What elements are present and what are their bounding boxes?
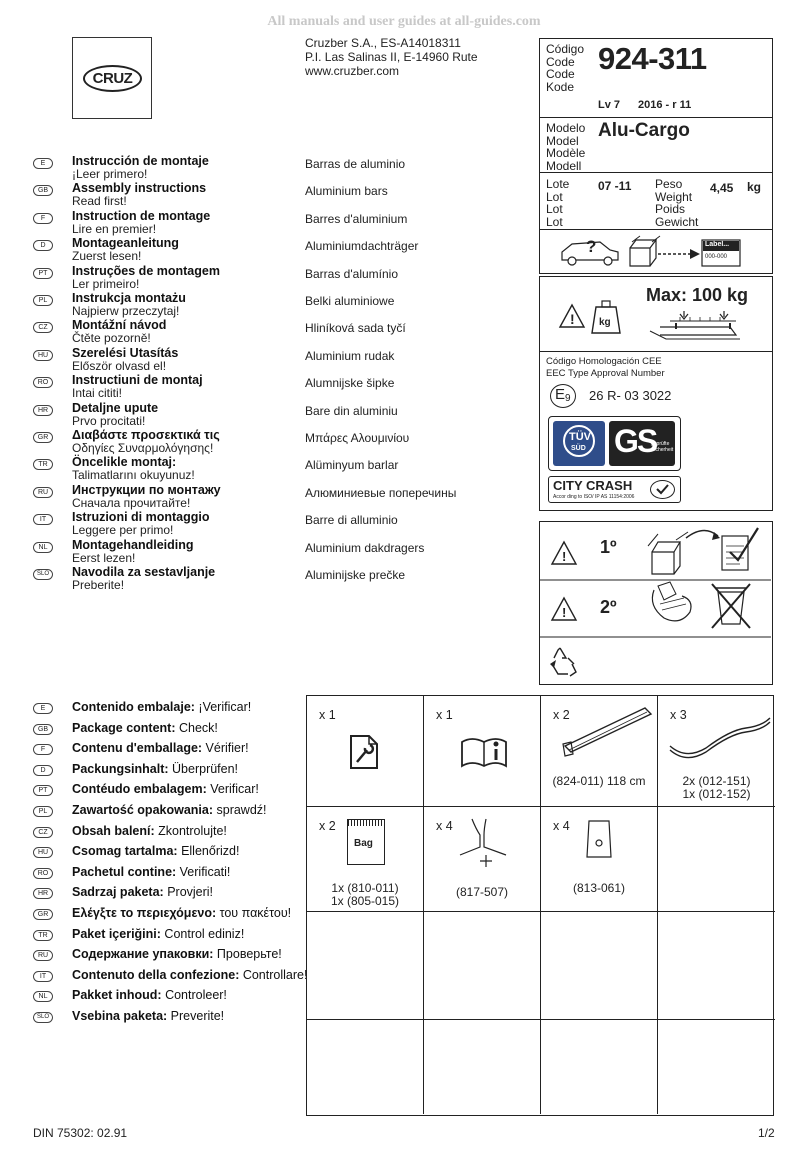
- screw-part-icon: [456, 815, 510, 871]
- package-content-row: [33, 906, 303, 924]
- package-content-row: [33, 741, 303, 759]
- grid-cell: [658, 912, 775, 1020]
- grid-cell: [307, 912, 424, 1020]
- weight-unit: kg: [747, 180, 762, 194]
- language-row: [33, 182, 463, 209]
- instruction-title: Instruções de montagem: [72, 263, 220, 278]
- instruction-subtitle: Čtěte pozorně!: [72, 331, 151, 346]
- language-code-badge: GB: [33, 185, 53, 196]
- instruction-subtitle: Οδηγίες Συναρμολόγησης!: [72, 441, 214, 455]
- grid-cell: [658, 807, 775, 912]
- package-content-action: Control ediniz!: [160, 926, 245, 941]
- product-name: Bare din aluminiu: [305, 403, 398, 418]
- part-caption: (824-011) 118 cm: [552, 774, 646, 788]
- quantity: x 4: [553, 819, 570, 833]
- language-row: [33, 484, 463, 511]
- instruction-subtitle: Zuerst lesen!: [72, 249, 142, 264]
- package-content-label: Package content:: [72, 720, 176, 735]
- instruction-subtitle: Először olvasd el!: [72, 358, 167, 373]
- package-content-text: [72, 906, 291, 920]
- approval-label: [546, 356, 665, 380]
- company-name: Cruzber S.A., ES-A14018311: [305, 36, 461, 50]
- package-content-label: Contenu d'emballage:: [72, 741, 203, 756]
- language-code-badge: E: [33, 703, 53, 714]
- instruction-title: Montážní návod: [72, 318, 167, 333]
- code-label: Código: [546, 42, 585, 56]
- bracket-part-icon: [581, 817, 617, 863]
- check-circle-icon: [650, 480, 675, 499]
- lot-label: Lot: [546, 214, 563, 229]
- model-label: Modelo: [546, 121, 586, 135]
- product-name: Alüminyum barlar: [305, 458, 399, 473]
- package-content-text: [72, 721, 218, 735]
- product-name: Barres d'aluminium: [305, 211, 408, 226]
- instruction-title: Szerelési Utasítás: [72, 345, 179, 360]
- language-row: [33, 292, 463, 319]
- car-label-diagram: [540, 230, 771, 272]
- language-code-badge: IT: [33, 971, 53, 982]
- recycle-icon: [550, 648, 576, 676]
- package-content-row: [33, 721, 303, 739]
- instruction-subtitle: Najpierw przeczytaj!: [72, 304, 180, 318]
- max-load-text: Max: 100 kg: [646, 285, 749, 305]
- quantity: x 4: [436, 819, 453, 833]
- bag-icon: [347, 819, 385, 865]
- instructions-wrench-icon: [347, 732, 381, 772]
- warning-steps-diagram: [540, 522, 771, 683]
- tuv-logo: [553, 421, 605, 466]
- package-content-row: [33, 1009, 303, 1027]
- quantity: x 2: [319, 819, 336, 833]
- weight-label: Gewicht: [655, 214, 699, 229]
- instruction-title: Assembly instructions: [72, 181, 207, 196]
- grid-cell: [541, 912, 658, 1020]
- product-name: Hliníková sada tyčí: [305, 321, 406, 336]
- lot-labels: [546, 178, 569, 228]
- cruz-logo: CRUZ: [83, 65, 142, 92]
- instruction-title: Istruzioni di montaggio: [72, 510, 210, 525]
- language-code-badge: HR: [33, 888, 53, 899]
- code-value: 924-311: [598, 41, 707, 76]
- grid-cell: [307, 807, 424, 912]
- package-content-label: Sadrzaj paketa:: [72, 885, 164, 900]
- gs-small-text: geprüfte Sicherheit: [651, 441, 674, 453]
- language-code-badge: TR: [33, 459, 53, 470]
- code-labels: [546, 43, 584, 93]
- e-mark-icon: [550, 384, 576, 408]
- e-mark-letter: E: [555, 386, 566, 403]
- package-content-row: [33, 782, 303, 800]
- lot-label: Lot: [546, 189, 563, 204]
- product-name: Aluminijske prečke: [305, 568, 406, 582]
- language-code-badge: CZ: [33, 827, 53, 838]
- model-box: [539, 117, 773, 173]
- instruction-subtitle: Сначала прочитайте!: [72, 495, 191, 510]
- grid-cell: [424, 696, 541, 807]
- language-code-badge: IT: [33, 514, 53, 525]
- language-row: [33, 456, 463, 483]
- package-content-row: [33, 700, 303, 718]
- package-content-action: Provjeri!: [163, 885, 214, 900]
- package-content-row: [33, 803, 303, 821]
- language-code-badge: CZ: [33, 322, 53, 333]
- grid-cell: [658, 1020, 775, 1114]
- language-row: [33, 539, 463, 566]
- step-2-label: 2º: [600, 597, 617, 617]
- language-code-badge: SLO: [33, 569, 53, 580]
- package-content-action: Controleer!: [161, 988, 227, 1003]
- product-name: Alumnijske šipke: [305, 376, 395, 391]
- part-caption: 1x (805-015): [330, 894, 400, 908]
- arrow-icon: [690, 249, 700, 259]
- package-content-text: [72, 844, 239, 858]
- package-content-action: Verificati!: [176, 864, 231, 879]
- language-row: [33, 319, 463, 346]
- quantity: x 2: [553, 708, 570, 722]
- language-code-badge: D: [33, 240, 53, 251]
- instruction-title: Instrucción de montaje: [72, 154, 209, 168]
- gs-text: GS: [614, 423, 657, 459]
- language-row: [33, 511, 463, 538]
- lot-label: Lot: [546, 202, 563, 216]
- grid-cell: [424, 1020, 541, 1114]
- grid-cell: [541, 1020, 658, 1114]
- language-code-badge: D: [33, 765, 53, 776]
- language-code-badge: PT: [33, 785, 53, 796]
- package-content-action: Проверьте!: [213, 947, 282, 962]
- language-row: [33, 402, 463, 429]
- package-content-action: sprawdź!: [213, 803, 267, 817]
- open-box-icon: [652, 542, 680, 574]
- language-code-badge: HR: [33, 405, 53, 416]
- grid-cell: [658, 696, 775, 807]
- company-address: P.I. Las Salinas II, E-14960 Rute: [305, 50, 478, 64]
- instruction-subtitle: ¡Leer primero!: [72, 167, 148, 181]
- label-icon-box: [539, 229, 773, 274]
- package-content-row: [33, 947, 303, 965]
- instruction-subtitle: Read first!: [72, 194, 127, 209]
- page-number: 1/2: [758, 1126, 775, 1140]
- package-content-label: Содержание упаковки:: [72, 947, 214, 962]
- logo-box: [72, 37, 152, 119]
- max-load-box: [539, 276, 773, 352]
- language-code-badge: F: [33, 744, 53, 755]
- product-name: Aluminiumdachträger: [305, 239, 419, 254]
- part-caption: (813-061): [572, 881, 626, 895]
- package-content-row: [33, 885, 303, 903]
- language-row: [33, 237, 463, 264]
- language-code-badge: PT: [33, 268, 53, 279]
- tuv-text: TÜV: [569, 431, 591, 443]
- revision-date: 2016 - r 11: [638, 99, 692, 111]
- company-web: www.cruzber.com: [305, 64, 400, 78]
- approval-box: [539, 351, 773, 511]
- language-code-badge: F: [33, 213, 53, 224]
- language-row: [33, 374, 463, 401]
- code-label: Kode: [546, 79, 575, 94]
- package-content-label: Packungsinhalt:: [72, 761, 169, 776]
- instruction-subtitle: Prvo procitati!: [72, 413, 146, 428]
- tuv-gs-badge: [548, 416, 681, 471]
- language-row: [33, 265, 463, 292]
- language-row: [33, 347, 463, 374]
- language-row: [33, 429, 463, 456]
- package-content-text: [72, 947, 282, 961]
- package-content-text: [72, 988, 227, 1002]
- svg-text:!: !: [562, 549, 567, 564]
- weight-labels: [655, 178, 698, 228]
- label-number: 000-000: [705, 254, 728, 260]
- instruction-title: Instructiuni de montaj: [72, 373, 203, 388]
- language-code-badge: HU: [33, 350, 53, 361]
- language-row: [33, 210, 463, 237]
- package-content-label: Contenuto della confezione:: [72, 967, 240, 982]
- model-value: Alu-Cargo: [598, 120, 690, 141]
- package-content-text: [72, 968, 307, 982]
- language-code-badge: NL: [33, 991, 53, 1002]
- model-label: Modell: [546, 158, 582, 173]
- package-content-row: [33, 927, 303, 945]
- instruction-title: Navodila za sestavljanje: [72, 565, 216, 579]
- package-content-action: Preverite!: [167, 1009, 225, 1023]
- svg-text:!: !: [570, 311, 575, 327]
- package-content-label: Contéudo embalagem:: [72, 782, 207, 797]
- package-content-label: Pachetul contine:: [72, 864, 177, 879]
- language-row: [33, 155, 463, 182]
- package-content-row: [33, 967, 308, 986]
- lot-value: 07 -11: [598, 179, 632, 193]
- grid-cell: [541, 696, 658, 807]
- part-caption: 1x (012-152): [682, 787, 751, 801]
- language-code-badge: GB: [33, 724, 53, 735]
- label-text: Label...: [705, 241, 730, 248]
- lot-label: Lote: [546, 177, 570, 191]
- package-content-action: Zkontrolujte!: [154, 823, 227, 838]
- product-name: Barras d'alumínio: [305, 266, 398, 281]
- level: Lv 7: [598, 99, 621, 111]
- grid-cell: [424, 912, 541, 1020]
- package-content-label: Zawartość opakowania:: [72, 803, 214, 817]
- e-mark-number: 9: [565, 393, 571, 404]
- package-content-row: [33, 762, 303, 780]
- box-icon: [630, 240, 656, 266]
- package-content-label: Vsebina paketa:: [72, 1009, 168, 1023]
- weight-value: 4,45: [710, 181, 734, 195]
- step-1-label: 1º: [600, 537, 617, 557]
- question-mark-icon: ?: [586, 237, 597, 256]
- quantity: x 1: [436, 708, 453, 722]
- package-content-text: [72, 700, 251, 714]
- package-content-text: [72, 1009, 224, 1023]
- product-name: Aluminium rudak: [305, 348, 395, 363]
- package-content-text: [72, 741, 249, 755]
- warning-steps-box: [539, 521, 773, 685]
- product-name: Алюминиевые поперечины: [305, 485, 457, 500]
- package-content-text: [72, 885, 213, 899]
- language-code-badge: PL: [33, 806, 53, 817]
- language-code-badge: TR: [33, 930, 53, 941]
- package-content-action: Vérifier!: [202, 741, 249, 756]
- package-content-action: Ellenőrizd!: [177, 844, 240, 859]
- instruction-subtitle: Talimatlarını okuyunuz!: [72, 468, 195, 483]
- package-content-label: Contenido embalaje:: [72, 700, 195, 714]
- package-content-text: [72, 782, 259, 796]
- approval-line: EEC Type Approval Number: [546, 368, 665, 379]
- model-label: Model: [546, 133, 579, 148]
- package-content-row: [33, 844, 303, 862]
- language-code-badge: GR: [33, 432, 53, 443]
- language-row: [33, 566, 463, 593]
- grid-cell: [424, 807, 541, 912]
- part-caption: (817-507): [455, 885, 509, 899]
- lot-box: [539, 172, 773, 230]
- rubber-strip-icon: [666, 710, 772, 762]
- language-code-badge: HU: [33, 847, 53, 858]
- down-arrow-icon: [680, 311, 688, 319]
- package-content-action: Check!: [175, 720, 218, 735]
- product-name: Barre di alluminio: [305, 513, 398, 528]
- weight-label: Weight: [655, 189, 693, 204]
- language-code-badge: PL: [33, 295, 53, 306]
- language-code-badge: RU: [33, 487, 53, 498]
- code-label: Code: [546, 67, 575, 81]
- package-content-action: Controllare!: [239, 967, 308, 982]
- sud-text: SÜD: [571, 445, 586, 452]
- instruction-subtitle: Intai cititi!: [72, 386, 123, 401]
- instruction-title: Διαβάστε προσεκτικά τις: [72, 428, 220, 442]
- instruction-subtitle: Lire en premier!: [72, 221, 157, 236]
- instruction-title: Montageanleitung: [72, 236, 179, 251]
- product-name: Aluminium dakdragers: [305, 540, 425, 555]
- quantity: x 3: [670, 708, 687, 722]
- language-code-badge: SLO: [33, 1012, 53, 1023]
- instruction-subtitle: Eerst lezen!: [72, 550, 136, 565]
- approval-number: 26 R- 03 3022: [589, 388, 672, 403]
- roof-rack-icon: [660, 327, 736, 335]
- instruction-title: Montagehandleiding: [72, 537, 194, 552]
- product-name: Μπάρες Αλουμινίου: [305, 431, 410, 445]
- package-content-action: ¡Verificar!: [194, 700, 252, 714]
- language-code-badge: RU: [33, 950, 53, 961]
- language-code-badge: E: [33, 158, 53, 169]
- instruction-title: Instruction de montage: [72, 208, 211, 223]
- package-content-text: [72, 865, 230, 879]
- weight-label: Peso: [655, 177, 683, 191]
- quantity: x 1: [319, 708, 336, 722]
- language-code-badge: RO: [33, 868, 53, 879]
- part-caption: 1x (810-011): [331, 881, 399, 895]
- package-content-action: Verificar!: [206, 782, 259, 797]
- package-content-text: [72, 824, 227, 838]
- product-name: Belki aluminiowe: [305, 294, 395, 308]
- watermark: All manuals and user guides at all-guides.com: [267, 14, 541, 29]
- language-code-badge: NL: [33, 542, 53, 553]
- city-crash-subtext: Accor ding to ISO/ IP AS 11154:2006: [553, 494, 635, 500]
- gs-logo: [609, 421, 675, 466]
- code-box: [539, 38, 773, 118]
- packaging-icon: [652, 590, 691, 621]
- checklist-icon: [722, 536, 748, 570]
- package-content-row: [33, 988, 303, 1006]
- package-content-label: Csomag tartalma:: [72, 844, 178, 859]
- instruction-subtitle: Leggere per primo!: [72, 523, 174, 538]
- package-content-label: Paket içeriğini:: [72, 926, 161, 941]
- package-content-text: [72, 762, 238, 776]
- aluminium-bar-icon: [559, 704, 655, 760]
- package-content-row: [33, 865, 303, 883]
- din-standard: DIN 75302: 02.91: [33, 1126, 128, 1140]
- part-caption: 2x (012-151): [682, 774, 751, 788]
- bag-text: Bag: [354, 838, 373, 849]
- instruction-title: Detaljne upute: [72, 400, 159, 415]
- city-crash-badge: [548, 476, 681, 503]
- package-content-action: Überprüfen!: [168, 761, 239, 776]
- language-code-badge: RO: [33, 377, 53, 388]
- company-info: [305, 36, 478, 78]
- instruction-title: Öncelikle montaj:: [72, 455, 177, 470]
- language-code-badge: GR: [33, 909, 53, 920]
- city-crash-text: CITY CRASH: [553, 478, 633, 493]
- svg-text:!: !: [562, 605, 567, 620]
- package-content-label: Ελέγξτε το περιεχόμενο:: [72, 906, 217, 920]
- down-arrow-icon: [720, 311, 728, 319]
- package-content-text: [72, 927, 244, 941]
- package-content-text: [72, 803, 267, 817]
- grid-cell: [307, 696, 424, 807]
- code-label: Code: [546, 54, 575, 69]
- approval-line: Código Homologación CEE: [546, 356, 662, 367]
- package-content-row: [33, 824, 303, 842]
- instruction-title: Instrukcja montażu: [72, 291, 186, 305]
- instruction-subtitle: Ler primeiro!: [72, 276, 140, 291]
- package-content-label: Obsah balení:: [72, 823, 155, 838]
- product-name: Aluminium bars: [305, 184, 388, 199]
- weight-label: Poids: [655, 202, 686, 216]
- contents-grid: [306, 695, 774, 1116]
- info-book-icon: [458, 734, 510, 770]
- instruction-title: Инструкции по монтажу: [72, 482, 221, 497]
- weight-kg: kg: [599, 317, 611, 328]
- model-labels: [546, 122, 585, 172]
- model-label: Modèle: [546, 146, 586, 160]
- grid-cell: [541, 807, 658, 912]
- package-content-action: του πακέτου!: [216, 906, 292, 920]
- instruction-subtitle: Preberite!: [72, 578, 125, 592]
- cross-icon: [712, 584, 750, 628]
- product-name: Barras de aluminio: [305, 157, 406, 171]
- grid-cell: [307, 1020, 424, 1114]
- package-content-label: Pakket inhoud:: [72, 988, 162, 1003]
